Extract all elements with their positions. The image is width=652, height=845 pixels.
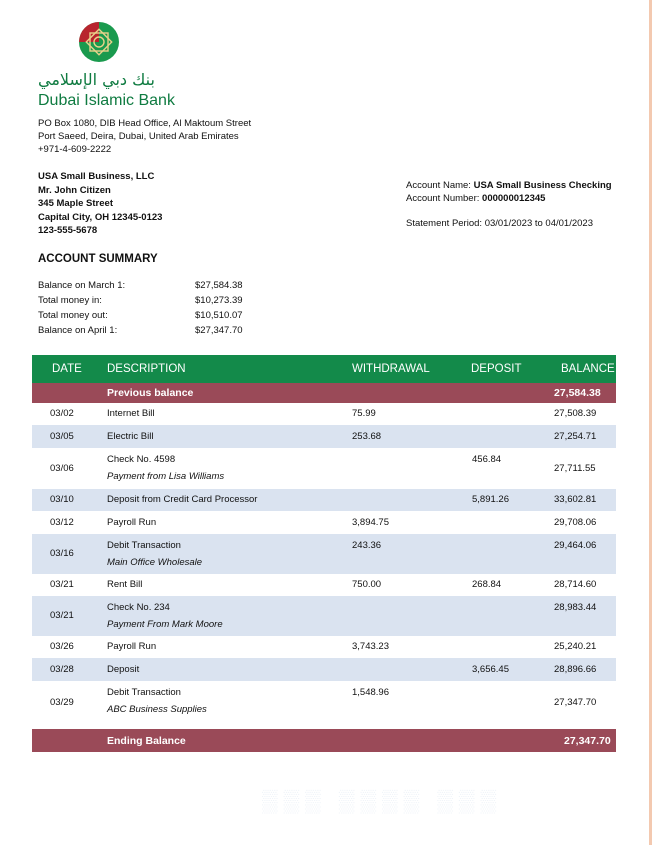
row-date: 03/26 <box>50 641 74 652</box>
row-sub-description: ABC Business Supplies <box>107 704 207 715</box>
account-name-value: USA Small Business Checking <box>473 180 612 191</box>
row-date: 03/02 <box>50 408 74 419</box>
address-line: PO Box 1080, DIB Head Office, Al Maktoum Street <box>38 118 252 129</box>
row-balance: 25,240.21 <box>554 641 597 652</box>
bank-address <box>38 117 251 156</box>
header-date: DATE <box>52 363 82 375</box>
ending-balance-value: 27,347.70 <box>564 735 611 747</box>
account-number-value: 000000012345 <box>482 193 546 204</box>
table-row <box>32 596 616 636</box>
address-phone: +971-4-609-2222 <box>38 144 112 155</box>
row-deposit: 268.84 <box>472 579 502 590</box>
row-date: 03/21 <box>50 610 74 621</box>
row-withdrawal: 1,548.96 <box>352 687 389 698</box>
row-deposit: 456.84 <box>472 454 502 465</box>
row-date: 03/12 <box>50 517 74 528</box>
header-withdrawal: WITHDRAWAL <box>352 363 430 375</box>
summary-value: $27,584.38 <box>195 280 243 291</box>
summary-label: Total money out: <box>38 310 108 321</box>
account-info <box>406 179 612 205</box>
watermark: ▒▒▒ ▒▒▒▒ ▒▒▒ <box>262 788 503 813</box>
row-date: 03/29 <box>50 697 74 708</box>
bank-name-english: Dubai Islamic Bank <box>38 92 175 109</box>
row-date: 03/16 <box>50 548 74 559</box>
row-balance: 33,602.81 <box>554 494 597 505</box>
table-row <box>32 681 616 725</box>
summary-label: Balance on April 1: <box>38 325 118 336</box>
table-row <box>32 511 616 534</box>
table-row <box>32 425 616 448</box>
row-withdrawal: 253.68 <box>352 431 382 442</box>
customer-block <box>38 170 162 238</box>
dib-logo-icon <box>78 21 120 63</box>
header-balance: BALANCE <box>561 363 615 375</box>
table-row <box>32 658 616 681</box>
bank-name-arabic: بنك دبي الإسلامي <box>38 70 155 89</box>
row-description: Debit Transaction <box>107 687 181 698</box>
row-description: Electric Bill <box>107 431 154 442</box>
customer-company: USA Small Business, LLC <box>38 171 155 182</box>
row-withdrawal: 3,894.75 <box>352 517 389 528</box>
previous-balance-value: 27,584.38 <box>554 387 601 399</box>
table-row <box>32 489 616 511</box>
row-balance: 29,708.06 <box>554 517 597 528</box>
row-description: Payroll Run <box>107 641 157 652</box>
account-number-label: Account Number: <box>406 193 480 204</box>
previous-balance-label: Previous balance <box>107 387 194 399</box>
row-withdrawal: 750.00 <box>352 579 382 590</box>
summary-title: ACCOUNT SUMMARY <box>38 253 158 265</box>
statement-period <box>406 218 593 229</box>
table-row <box>32 403 616 425</box>
row-date: 03/10 <box>50 494 74 505</box>
row-description: Internet Bill <box>107 408 155 419</box>
summary-value: $27,347.70 <box>195 325 243 336</box>
row-deposit: 3,656.45 <box>472 664 509 675</box>
row-sub-description: Payment from Lisa Williams <box>107 471 225 482</box>
row-balance: 28,714.60 <box>554 579 597 590</box>
account-name-label: Account Name: <box>406 180 471 191</box>
period-value: 03/01/2023 to 04/01/2023 <box>484 218 593 229</box>
summary-value: $10,510.07 <box>195 310 243 321</box>
row-balance: 27,508.39 <box>554 408 597 419</box>
row-balance: 28,896.66 <box>554 664 597 675</box>
row-description: Check No. 234 <box>107 602 170 613</box>
row-description: Deposit <box>107 664 140 675</box>
row-description: Payroll Run <box>107 517 157 528</box>
customer-name: Mr. John Citizen <box>38 184 111 196</box>
row-balance: 27,254.71 <box>554 431 597 442</box>
table-header <box>32 355 616 383</box>
row-withdrawal: 243.36 <box>352 540 382 551</box>
row-date: 03/28 <box>50 664 74 675</box>
customer-phone: 123-555-5678 <box>38 225 98 236</box>
row-withdrawal: 3,743.23 <box>352 641 389 652</box>
customer-city: Capital City, OH 12345-0123 <box>38 211 163 223</box>
row-withdrawal: 75.99 <box>352 408 376 419</box>
row-deposit: 5,891.26 <box>472 494 509 505</box>
table-row <box>32 574 616 596</box>
row-sub-description: Main Office Wholesale <box>107 557 203 568</box>
summary-label: Balance on March 1: <box>38 280 126 291</box>
ending-balance-label: Ending Balance <box>107 735 186 747</box>
row-balance: 29,464.06 <box>554 540 597 551</box>
row-description: Deposit from Credit Card Processor <box>107 494 258 505</box>
table-row <box>32 448 616 489</box>
summary-label: Total money in: <box>38 295 102 306</box>
summary-value: $10,273.39 <box>195 295 243 306</box>
row-date: 03/05 <box>50 431 74 442</box>
row-sub-description: Payment From Mark Moore <box>107 619 223 630</box>
table-row <box>32 636 616 658</box>
row-date: 03/21 <box>50 579 74 590</box>
row-date: 03/06 <box>50 463 74 474</box>
row-description: Check No. 4598 <box>107 454 176 465</box>
row-description: Debit Transaction <box>107 540 181 551</box>
previous-balance-row <box>32 383 616 403</box>
transactions-table <box>32 355 616 752</box>
row-balance: 27,347.70 <box>554 697 597 708</box>
address-line: Port Saeed, Deira, Dubai, United Arab Emirates <box>38 131 239 142</box>
period-label: Statement Period: <box>406 218 483 229</box>
header-deposit: DEPOSIT <box>471 363 522 375</box>
customer-street: 345 Maple Street <box>38 198 113 209</box>
table-row <box>32 534 616 574</box>
header-description: DESCRIPTION <box>107 363 186 375</box>
row-balance: 28,983.44 <box>554 602 597 613</box>
row-description: Rent Bill <box>107 579 143 590</box>
row-balance: 27,711.55 <box>554 463 596 474</box>
ending-balance-row <box>32 729 616 752</box>
